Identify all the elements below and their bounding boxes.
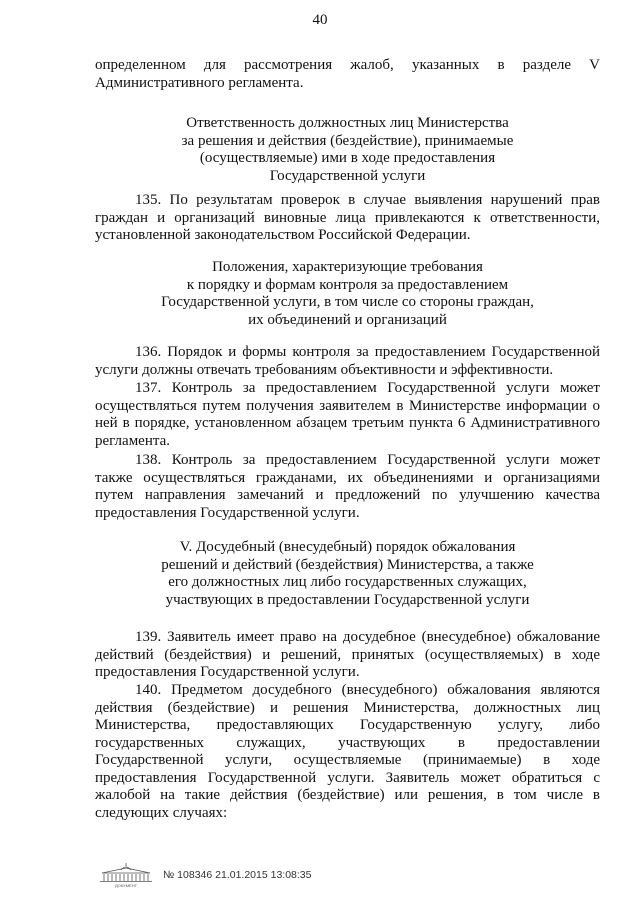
- heading-line: участвующих в предоставлении Государственной услуги: [165, 591, 530, 608]
- text-line: услуги должны отвечать требованиям объективности и эффективности.: [95, 361, 554, 378]
- text-line: ней в порядке, установленном абзацем третьим пункта 6 Административного: [95, 415, 600, 431]
- text-line: 139. Заявитель имеет право на досудебное (внесудебное) обжалование: [135, 629, 600, 645]
- paragraph-139: [95, 629, 600, 682]
- heading-line: их объединений и организаций: [248, 311, 447, 328]
- text-line: предоставления Государственной услуги.: [95, 504, 360, 521]
- government-building-emblem-icon: [97, 862, 155, 888]
- heading-line: решений и действий (бездействия) Министерства, а также: [161, 556, 534, 573]
- text-line: также осуществляться гражданами, их объединениями и организациями: [95, 469, 600, 486]
- text-line: 140. Предметом досудебного (внесудебного) обжалования являются: [135, 682, 600, 698]
- heading-line: его должностных лиц либо государственных служащих,: [168, 574, 527, 590]
- registration-stamp: № 108346 21.01.2015 13:08:35: [163, 869, 312, 881]
- paragraph-intro: [95, 57, 600, 92]
- text-line: определенном для рассмотрения жалоб, указанных в разделе V: [95, 57, 600, 73]
- heading-line: Положения, характеризующие требования: [212, 259, 483, 275]
- paragraph-137: [95, 380, 600, 450]
- text-line: Министерства, предоставляющих Государственную услугу, либо: [95, 717, 600, 733]
- text-line: 138. Контроль за предоставлением Государственной услуги может: [135, 452, 600, 468]
- paragraph-135: [95, 192, 600, 245]
- heading-line: Государственной услуги, в том числе со стороны граждан,: [161, 294, 534, 310]
- heading-line: к порядку и формам контроля за предоставлением: [186, 276, 509, 293]
- text-line: граждан и организаций виновные лица привлекаются к ответственности,: [95, 209, 600, 226]
- text-line: осуществляться путем получения заявителем в Министерстве информации о: [95, 397, 600, 414]
- heading-line: Государственной услуги: [269, 167, 426, 184]
- text-line: следующих случаях:: [95, 804, 228, 821]
- text-line: действия (бездействие) и решения Министерства, должностных лиц: [95, 699, 600, 716]
- paragraph-138: [95, 452, 600, 522]
- text-line: 136. Порядок и формы контроля за предоставлением Государственной: [135, 344, 600, 360]
- text-line: 135. По результатам проверок в случае выявления нарушений прав: [135, 192, 600, 208]
- paragraph-136: [95, 344, 600, 379]
- text-line: жалобой на такие действия (бездействие) или решения, в том числе в: [95, 787, 600, 803]
- paragraph-140: [95, 682, 600, 822]
- heading-line: Ответственность должностных лиц Министерства: [186, 115, 509, 131]
- heading-provisions: [95, 259, 600, 329]
- text-line: установленной законодательством Российской Федерации.: [95, 227, 471, 243]
- heading-section-v: [95, 539, 600, 609]
- text-line: предоставления Государственной услуги.: [95, 664, 360, 680]
- text-line: путем направления замечаний и предложений по улучшению качества: [95, 487, 600, 503]
- heading-line: (осуществляемые) ими в ходе предоставления: [199, 150, 496, 166]
- emblem-caption: ДОКУМЕНТ: [114, 883, 138, 888]
- text-line: действий (бездействия) и решений, принятых (осуществляемых) в ходе: [95, 646, 600, 663]
- page-number: 40: [312, 12, 328, 28]
- heading-line: V. Досудебный (внесудебный) порядок обжалования: [179, 539, 516, 555]
- text-line: Административного регламента.: [95, 74, 304, 91]
- text-line: государственных служащих, участвующих в предоставлении: [95, 734, 600, 751]
- heading-responsibility: [95, 115, 600, 185]
- heading-line: за решения и действия (бездействие), принимаемые: [181, 132, 514, 149]
- text-line: предоставления Государственной услуги. Заявитель может обратиться с: [95, 769, 600, 786]
- document-footer: [97, 862, 357, 888]
- text-line: регламента.: [95, 432, 171, 449]
- text-line: 137. Контроль за предоставлением Государственной услуги может: [135, 380, 600, 396]
- text-line: Государственной услуги, осуществляемые (принимаемые) в ходе: [95, 752, 600, 768]
